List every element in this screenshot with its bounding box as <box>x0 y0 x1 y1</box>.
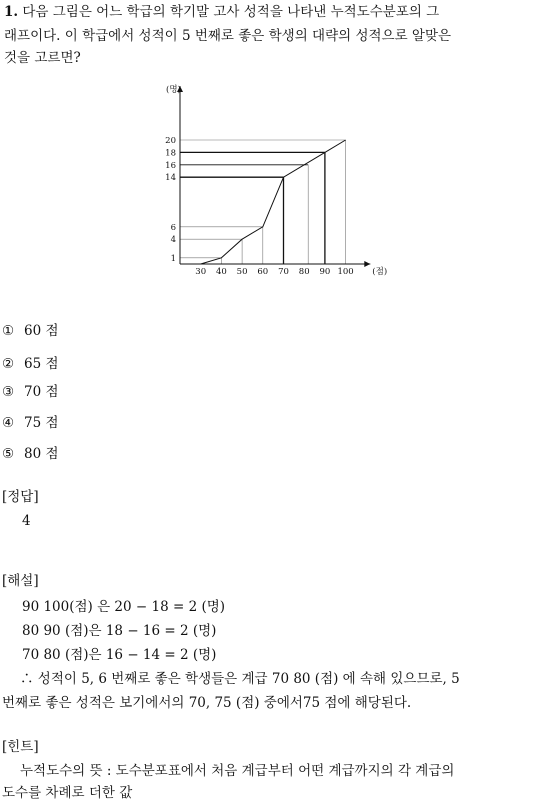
choice-2-text: 65 점 <box>24 356 59 372</box>
choice-5-text: 80 점 <box>24 446 59 462</box>
explanation-line-4: ∴ 성적이 5, 6 번째로 좋은 학생들은 계급 70 80 (점) 에 속해 있으므로, 5 <box>20 671 460 687</box>
question-number: 1. <box>4 4 19 20</box>
x-tick-60: 60 <box>257 267 269 277</box>
question-line-2: 래프이다. 이 학급에서 성적이 5 번째로 좋은 학생의 대략의 성적으로 알맞은 <box>4 28 452 44</box>
x-tick-70: 70 <box>278 267 289 277</box>
choice-4-text: 75 점 <box>24 415 59 431</box>
x-tick-100: 100 <box>337 267 354 277</box>
choice-3-mark: ③ <box>2 384 15 400</box>
choice-5[interactable] <box>2 444 59 464</box>
hint-header: [힌트] <box>2 739 39 755</box>
choice-2[interactable] <box>2 354 59 374</box>
explanation-header: [해설] <box>2 573 39 589</box>
explanation-line-2: 80 90 (점)은 18 − 16 = 2 (명) <box>22 623 217 639</box>
choice-3-text: 70 점 <box>24 384 59 400</box>
question-text-1: 다음 그림은 어느 학급의 학기말 고사 성적을 나타낸 누적도수분포의 그 <box>22 4 440 20</box>
question-line-1 <box>4 2 439 22</box>
explanation-line-5: 번째로 좋은 성적은 보기에서의 70, 75 (점) 중에서75 점에 해당된다. <box>2 695 412 711</box>
series-line <box>201 140 346 264</box>
x-tick-40: 40 <box>215 267 227 277</box>
choice-1-mark: ① <box>2 323 15 339</box>
hint-line-1: 누적도수의 뜻 : 도수분포표에서 처음 계급부터 어떤 계급까지의 각 계급의 <box>20 763 455 779</box>
answer-header: [정답] <box>2 489 39 505</box>
y-tick-16: 16 <box>165 160 176 171</box>
answer-value: 4 <box>22 513 31 529</box>
chart-tick-labels <box>165 84 387 277</box>
explanation-line-3: 70 80 (점)은 16 − 14 = 2 (명) <box>22 647 217 663</box>
x-axis-arrow <box>364 261 370 267</box>
y-tick-14: 14 <box>165 173 176 184</box>
y-tick-18: 18 <box>165 148 176 159</box>
chart-series <box>201 140 346 264</box>
choice-3[interactable] <box>2 382 59 402</box>
x-tick-80: 80 <box>298 267 310 277</box>
y-tick-6: 6 <box>170 222 176 233</box>
y-tick-20: 20 <box>165 136 176 146</box>
hint-line-2: 도수를 차례로 더한 값 <box>2 785 133 801</box>
chart-axes <box>177 86 370 267</box>
question-line-3: 것을 고르면? <box>4 50 81 66</box>
y-axis-label: (명) <box>166 85 181 95</box>
choice-5-mark: ⑤ <box>2 446 15 462</box>
choice-4[interactable] <box>2 413 59 433</box>
y-tick-1: 1 <box>170 253 176 264</box>
chart-guide-lines <box>180 140 346 264</box>
cumulative-frequency-chart <box>160 80 388 280</box>
explanation-line-1: 90 100(점) 은 20 − 18 = 2 (명) <box>22 599 226 615</box>
x-tick-30: 30 <box>195 267 207 277</box>
choice-1[interactable] <box>2 321 59 341</box>
choice-2-mark: ② <box>2 356 15 372</box>
x-tick-50: 50 <box>236 267 248 277</box>
y-tick-4: 4 <box>170 235 176 246</box>
x-tick-90: 90 <box>319 267 331 277</box>
x-axis-label: (점) <box>372 267 388 277</box>
choice-4-mark: ④ <box>2 415 15 431</box>
choice-1-text: 60 점 <box>24 323 59 339</box>
